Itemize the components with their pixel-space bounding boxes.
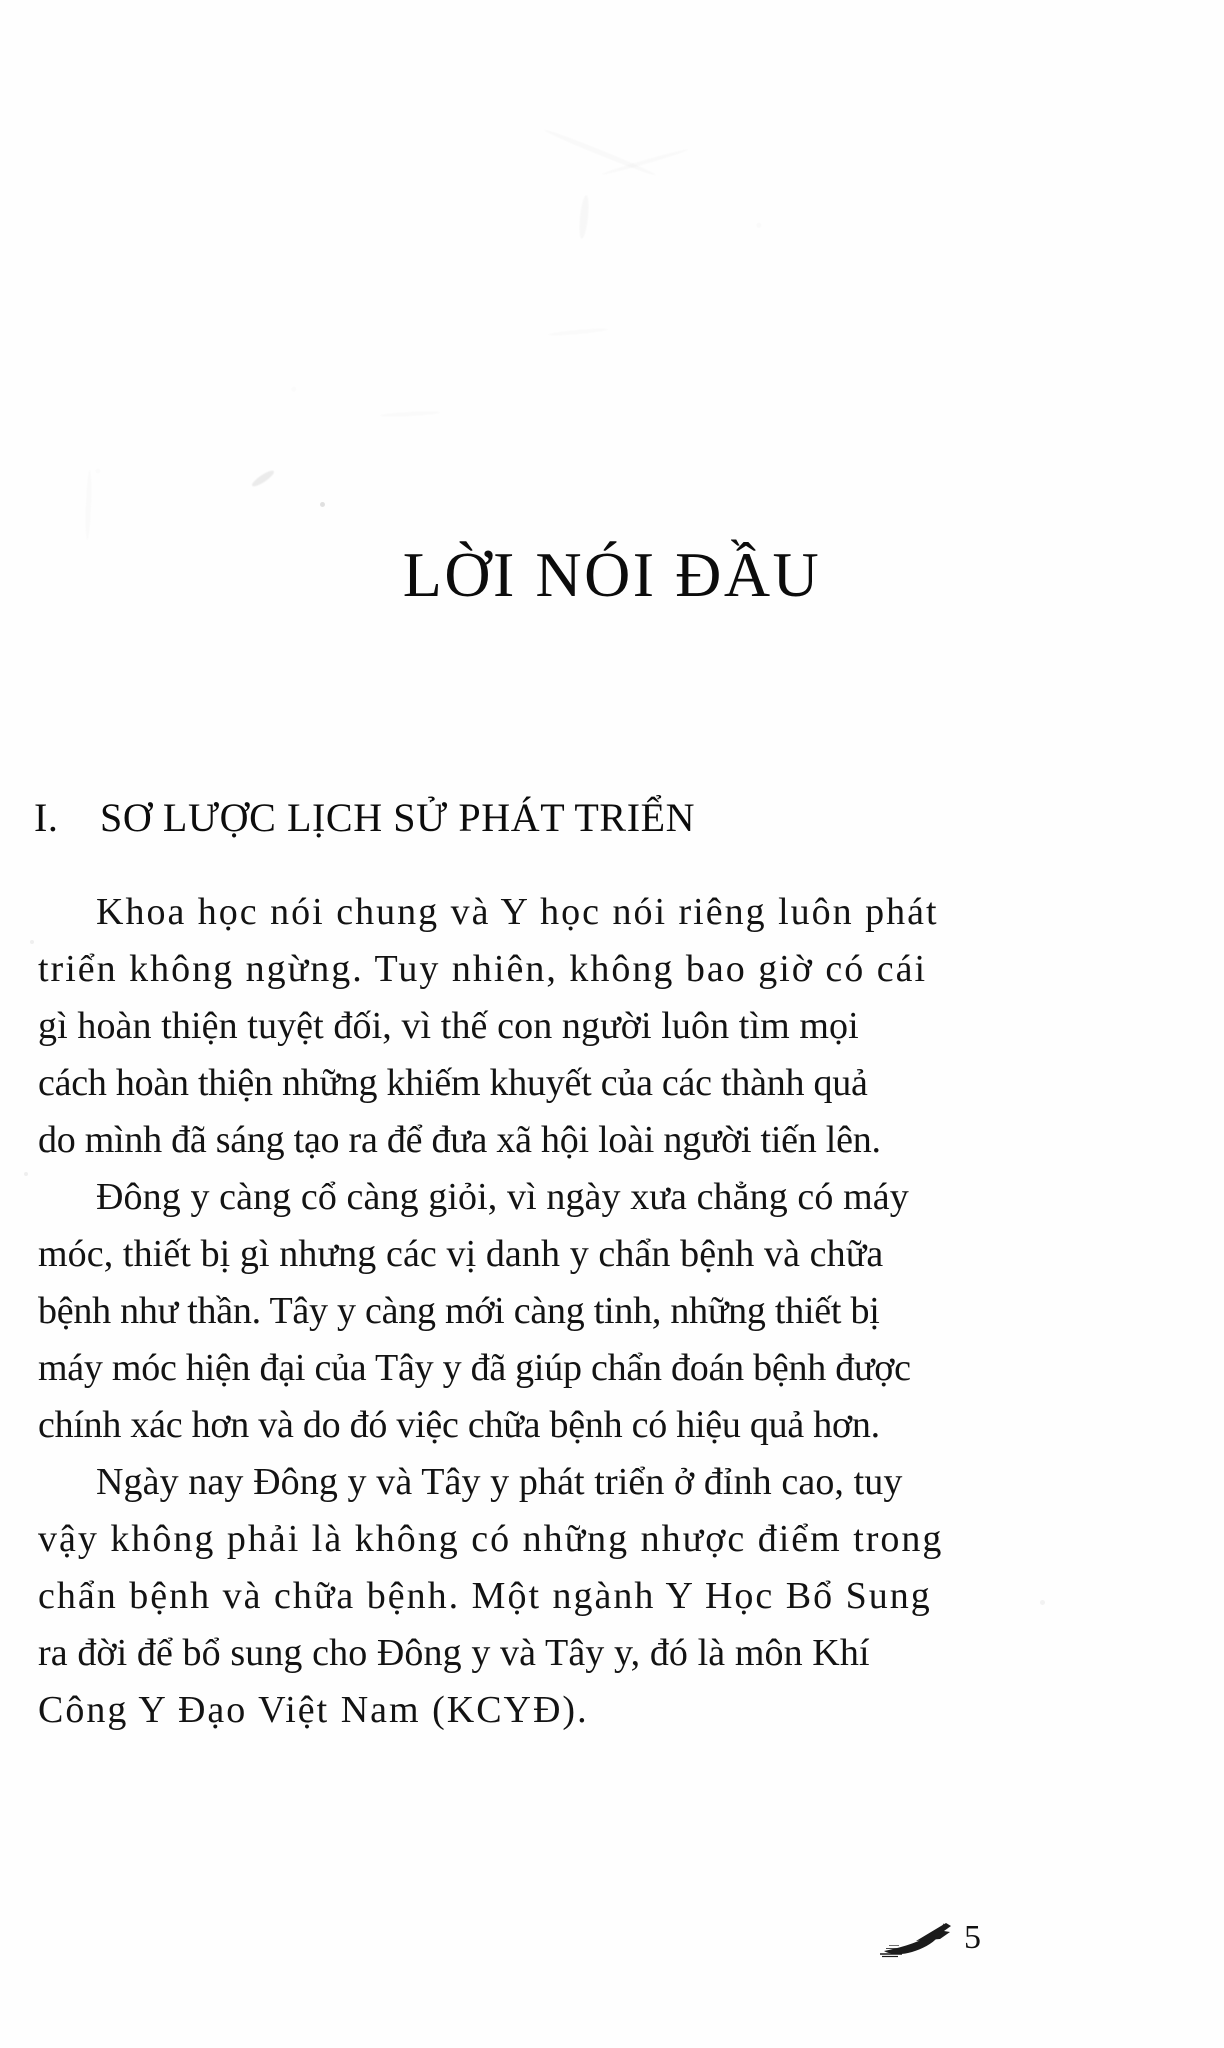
text-line: Công Y Đạo Việt Nam (KCYĐ). (38, 1689, 589, 1731)
text-line: cách hoàn thiện những khiếm khuyết của các thành quả (38, 1062, 868, 1104)
paragraph (38, 884, 1038, 1169)
paragraph (38, 1454, 1038, 1739)
page-footer (880, 1908, 1080, 1968)
text-line: vậy không phải là không có những nhược điểm trong (38, 1518, 944, 1560)
paragraph (38, 1169, 1038, 1454)
text-line: máy móc hiện đại của Tây y đã giúp chẩn đoán bệnh được (38, 1347, 911, 1389)
page-number: 5 (964, 1919, 981, 1956)
section-heading-text: SƠ LƯỢC LỊCH SỬ PHÁT TRIỂN (100, 795, 696, 840)
section-number: I. (34, 795, 59, 840)
text-line: chẩn bệnh và chữa bệnh. Một ngành Y Học Bổ Sung (38, 1575, 932, 1617)
text-line: gì hoàn thiện tuyệt đối, vì thế con người luôn tìm mọi (38, 1005, 859, 1047)
text-line: móc, thiết bị gì nhưng các vị danh y chẩn bệnh và chữa (38, 1233, 884, 1275)
body-text (38, 884, 1038, 1739)
text-line: Ngày nay Đông y và Tây y phát triển ở đỉnh cao, tuy (96, 1461, 903, 1503)
text-line: bệnh như thần. Tây y càng mới càng tinh, những thiết bị (38, 1290, 880, 1332)
text-line: Khoa học nói chung và Y học nói riêng luôn phát (96, 891, 939, 933)
text-line: chính xác hơn và do đó việc chữa bệnh có hiệu quả hơn. (38, 1404, 880, 1446)
page-title: LỜI NÓI ĐẦU (402, 539, 822, 610)
text-line: do mình đã sáng tạo ra để đưa xã hội loài người tiến lên. (38, 1119, 881, 1161)
brush-leaf-ornament-icon (880, 1918, 958, 1958)
text-line: ra đời để bổ sung cho Đông y và Tây y, đó là môn Khí (38, 1632, 870, 1674)
text-line: Đông y càng cổ càng giỏi, vì ngày xưa chẳng có máy (96, 1176, 909, 1218)
text-line: triển không ngừng. Tuy nhiên, không bao giờ có cái (38, 948, 928, 990)
section-heading (34, 795, 696, 840)
